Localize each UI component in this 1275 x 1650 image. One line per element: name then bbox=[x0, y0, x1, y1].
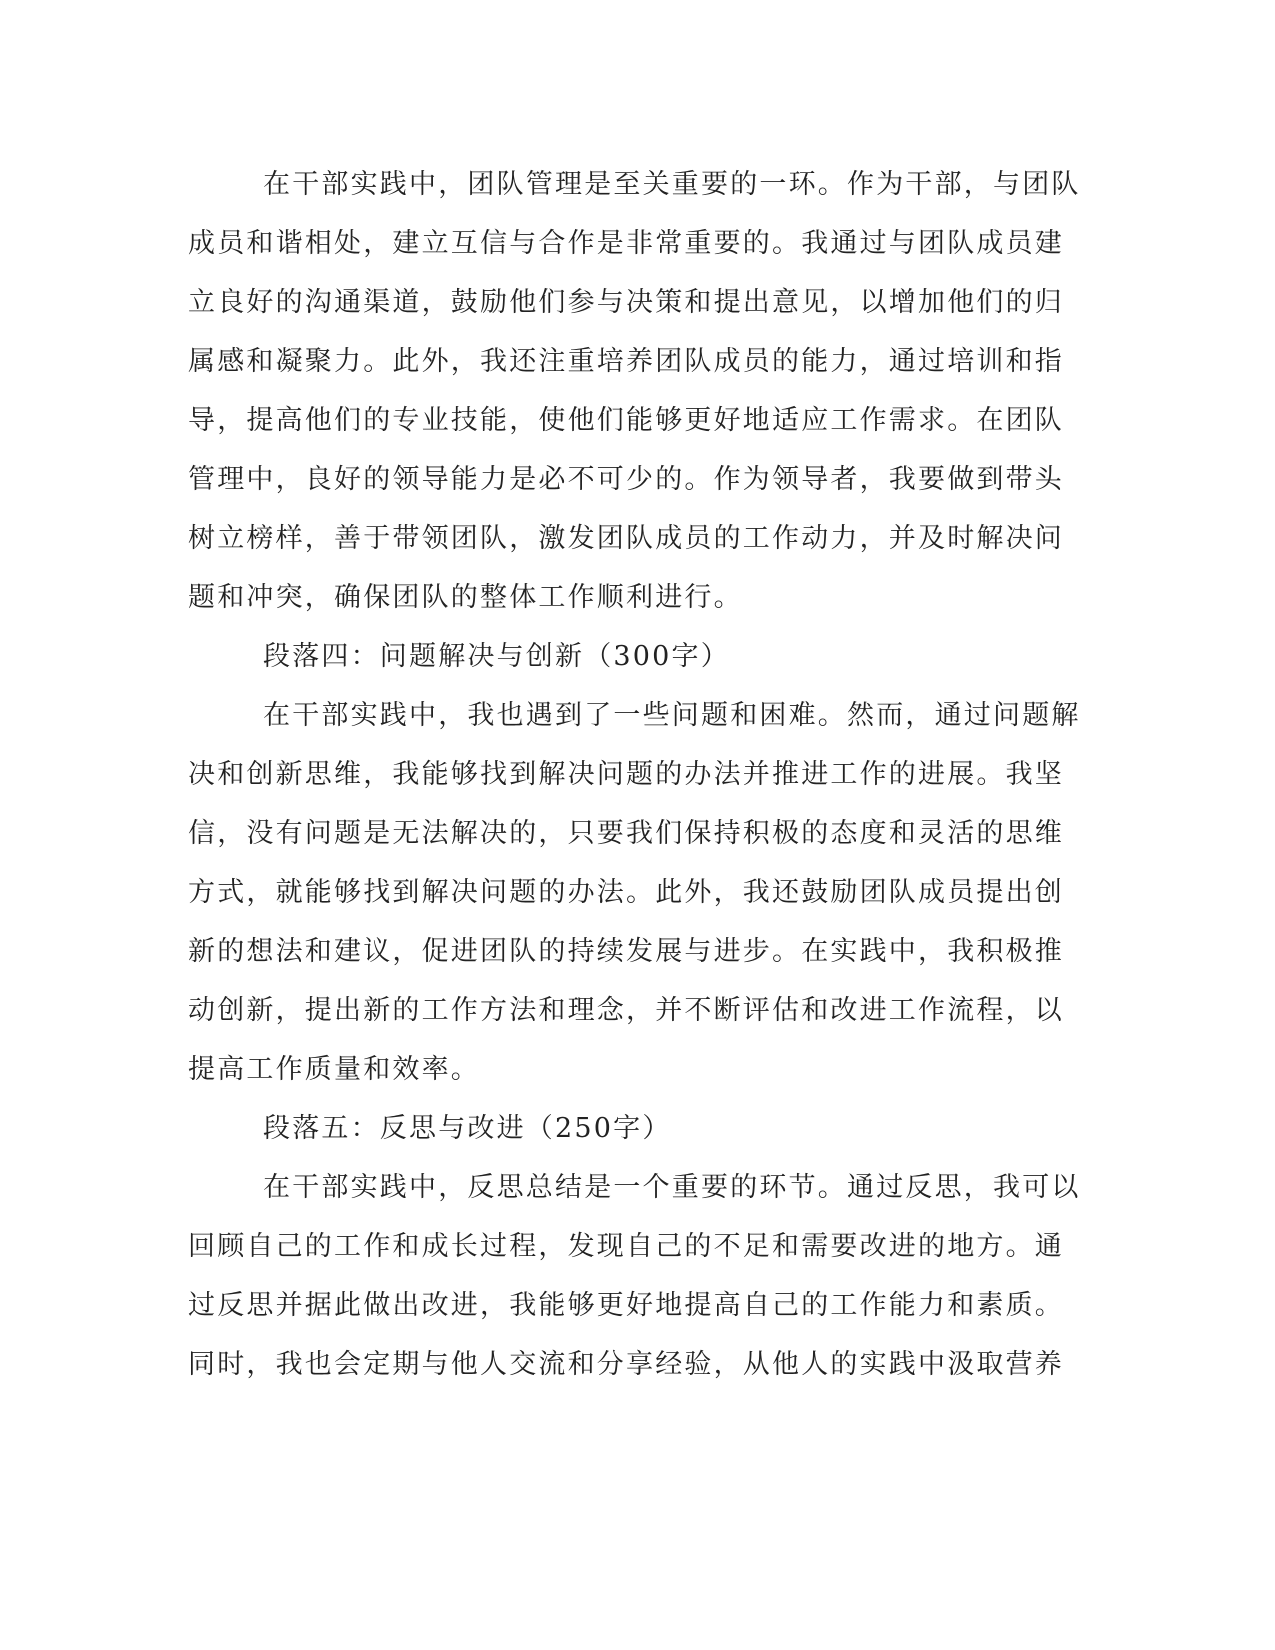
paragraph-line: 动创新，提出新的工作方法和理念，并不断评估和改进工作流程，以 bbox=[188, 995, 1064, 1026]
paragraph-line: 过反思并据此做出改进，我能够更好地提高自己的工作能力和素质。 bbox=[188, 1290, 1064, 1321]
paragraph-line: 在干部实践中，团队管理是至关重要的一环。作为干部，与团队 bbox=[263, 169, 1081, 200]
paragraph-line: 新的想法和建议，促进团队的持续发展与进步。在实践中，我积极推 bbox=[188, 936, 1064, 967]
paragraph-line: 导，提高他们的专业技能，使他们能够更好地适应工作需求。在团队 bbox=[188, 405, 1064, 436]
paragraph-line: 成员和谐相处，建立互信与合作是非常重要的。我通过与团队成员建 bbox=[188, 228, 1064, 259]
paragraph-line: 方式，就能够找到解决问题的办法。此外，我还鼓励团队成员提出创 bbox=[188, 877, 1064, 908]
paragraph-line: 属感和凝聚力。此外，我还注重培养团队成员的能力，通过培训和指 bbox=[188, 346, 1064, 377]
paragraph-line: 决和创新思维，我能够找到解决问题的办法并推进工作的进展。我坚 bbox=[188, 759, 1064, 790]
paragraph-line: 同时，我也会定期与他人交流和分享经验，从他人的实践中汲取营养 bbox=[188, 1349, 1064, 1380]
section-heading: 段落四：问题解决与创新（300字） bbox=[263, 641, 730, 672]
paragraph-line: 回顾自己的工作和成长过程，发现自己的不足和需要改进的地方。通 bbox=[188, 1231, 1064, 1262]
paragraph-line: 立良好的沟通渠道，鼓励他们参与决策和提出意见，以增加他们的归 bbox=[188, 287, 1064, 318]
paragraph-line: 在干部实践中，我也遇到了一些问题和困难。然而，通过问题解 bbox=[263, 700, 1081, 731]
paragraph-line: 树立榜样，善于带领团队，激发团队成员的工作动力，并及时解决问 bbox=[188, 523, 1064, 554]
paragraph-line: 管理中，良好的领导能力是必不可少的。作为领导者，我要做到带头 bbox=[188, 464, 1064, 495]
paragraph-line: 题和冲突，确保团队的整体工作顺利进行。 bbox=[188, 582, 743, 613]
paragraph-line: 在干部实践中，反思总结是一个重要的环节。通过反思，我可以 bbox=[263, 1172, 1081, 1203]
section-heading: 段落五：反思与改进（250字） bbox=[263, 1113, 672, 1144]
paragraph-line: 信，没有问题是无法解决的，只要我们保持积极的态度和灵活的思维 bbox=[188, 818, 1064, 849]
paragraph-line: 提高工作质量和效率。 bbox=[188, 1054, 480, 1085]
